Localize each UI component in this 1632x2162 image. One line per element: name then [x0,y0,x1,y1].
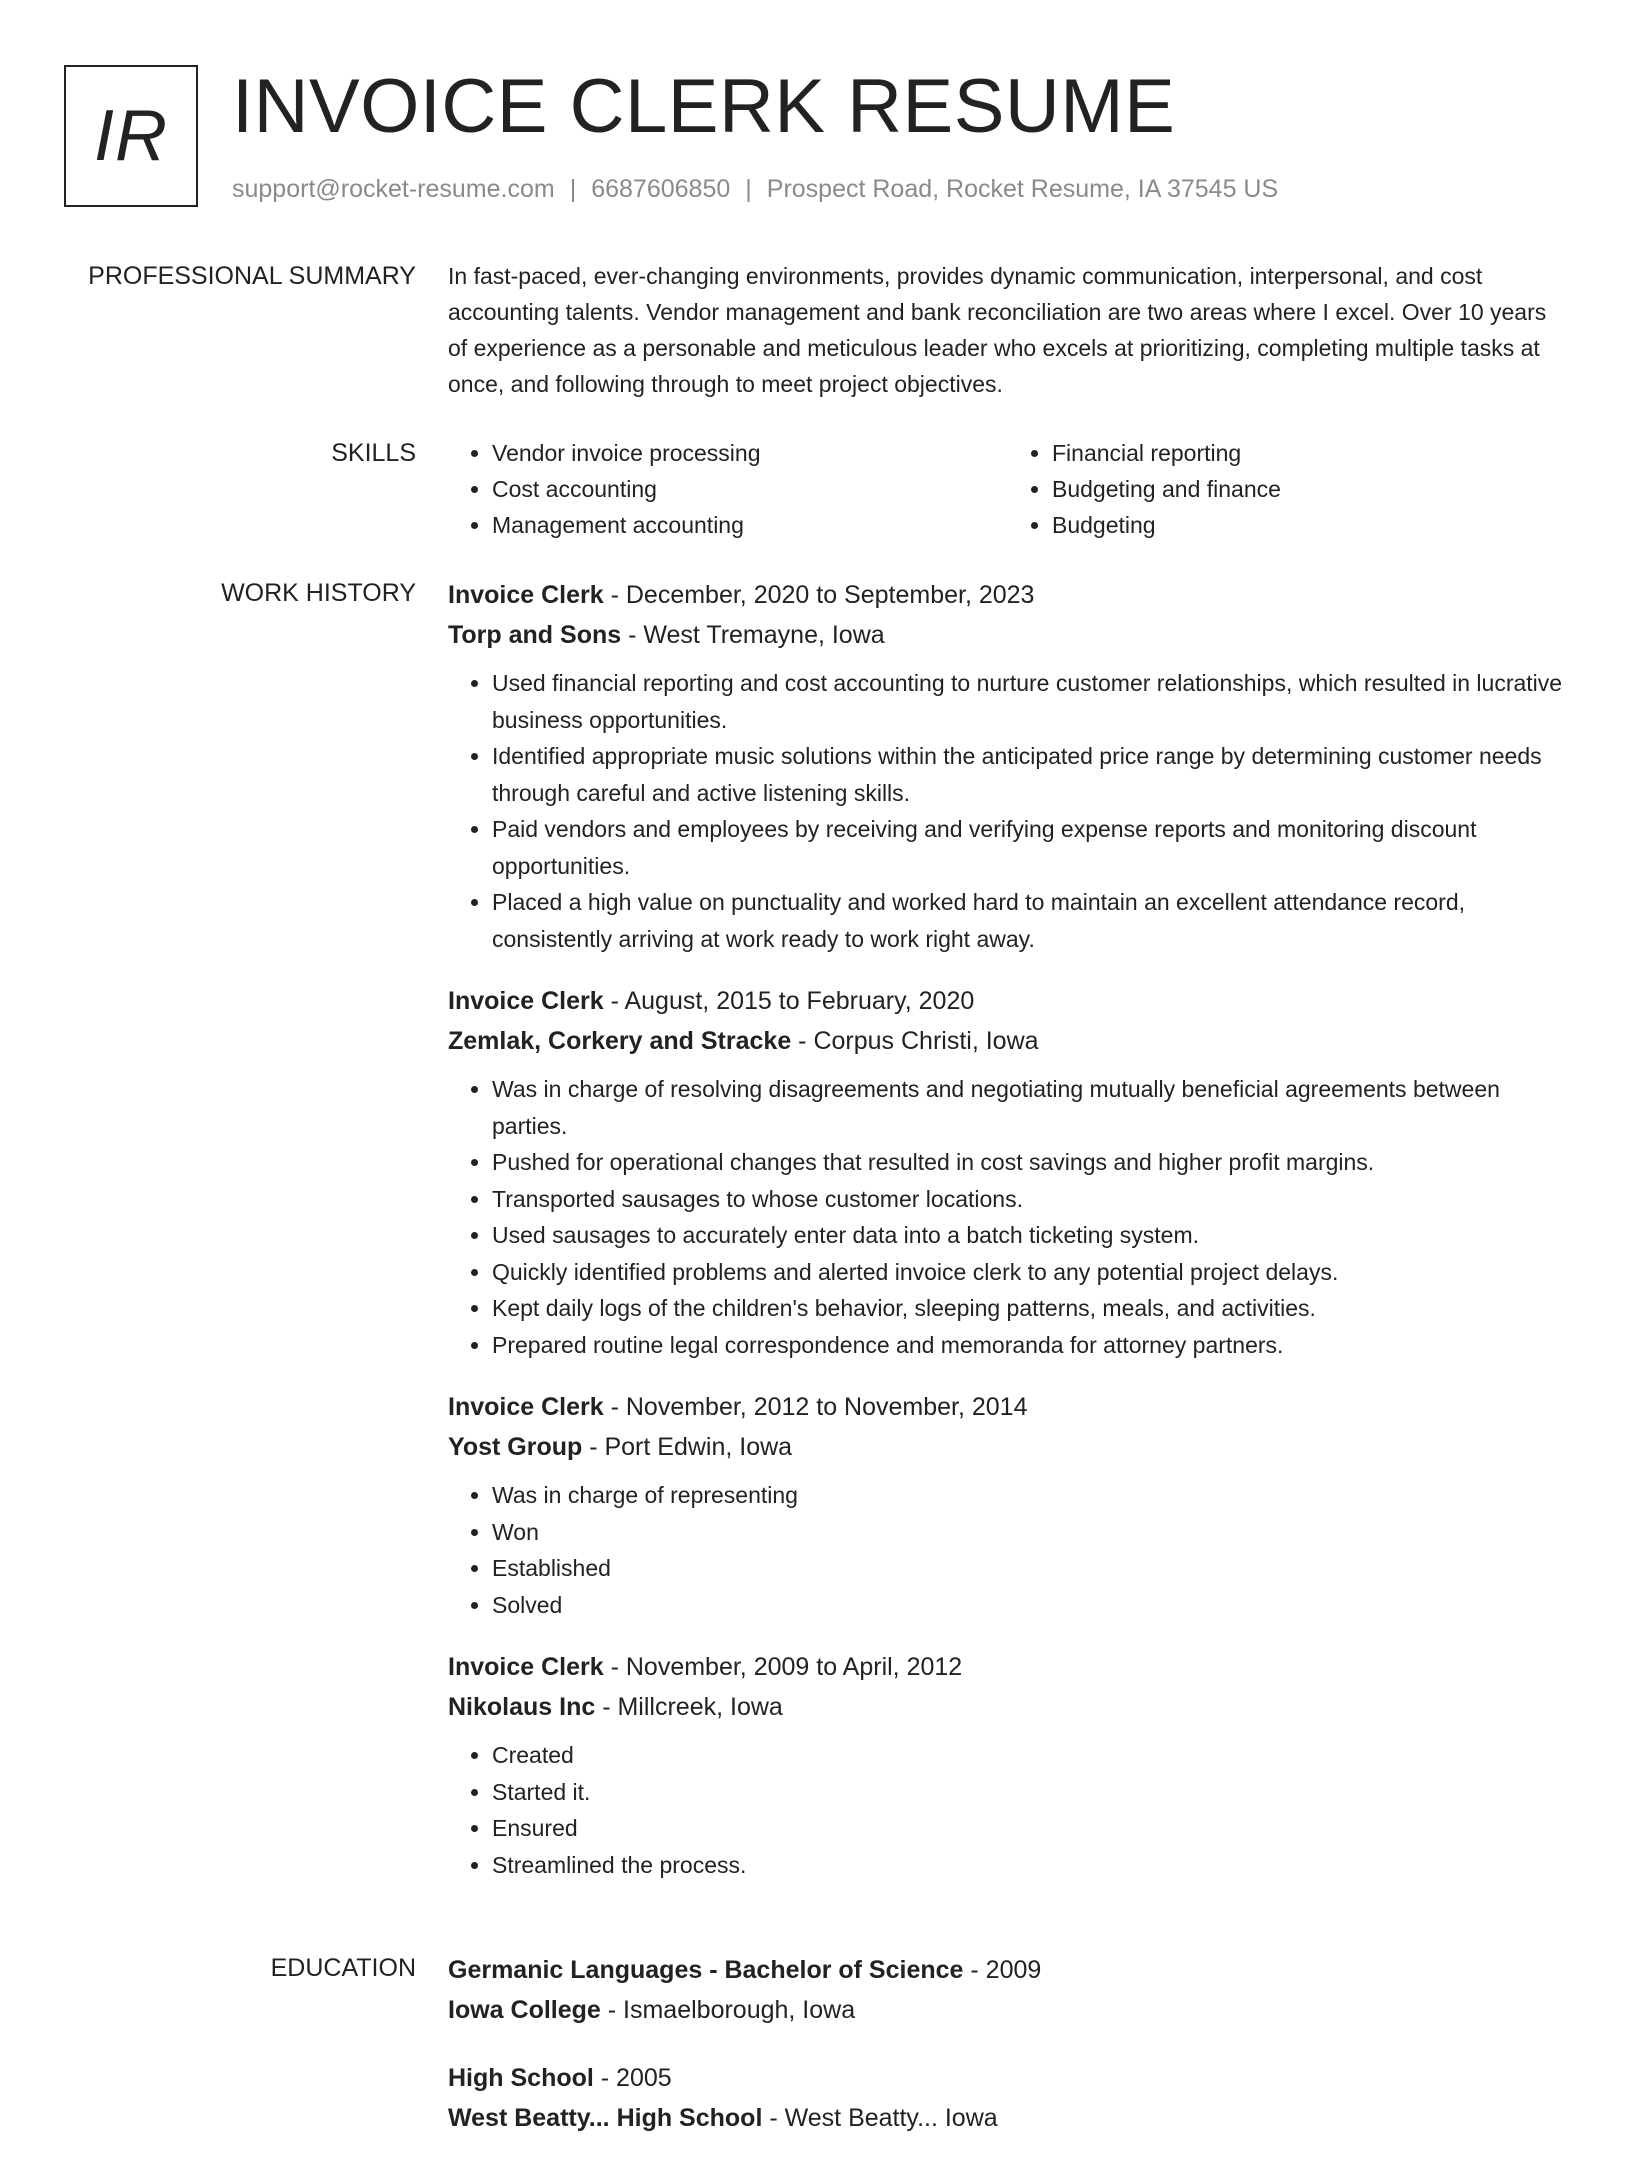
job-dates: - November, 2012 to November, 2014 [603,1393,1028,1421]
job-title: Invoice Clerk [448,581,604,609]
summary-text: In fast-paced, ever-changing environments, provides dynamic communication, interpersonal, and cost accounting talents. Vendor management and bank reconciliation are two areas where I excel. Over 10 years of experience as a personable and meticulous leader who excels at prioritizing, completing multiple tasks at once, and following through to meet project objectives. [448,263,1547,397]
page-title: INVOICE CLERK RESUME [232,64,1176,149]
degree-year: - 2005 [593,2064,672,2092]
work-body [448,575,1568,1907]
skills-columns [448,435,1568,543]
school-location: - Ismaelborough, Iowa [600,1996,856,2024]
list-item: • Established [492,1550,1568,1587]
monogram-logo: IR [64,65,198,207]
job-location: - West Tremayne, Iowa [621,621,885,649]
education-body [448,1950,1568,2162]
list-item: • Paid vendors and employees by receiving and verifying expense reports and monitoring discount opportunities. [492,811,1568,884]
list-item: • Pushed for operational changes that resulted in cost savings and higher profit margins. [492,1144,1568,1181]
job-company: Zemlak, Corkery and Stracke [448,1027,792,1055]
job-company-line [448,615,1568,655]
job-title-line [448,1647,1568,1687]
email-link[interactable]: support@rocket-resume.com [232,175,555,203]
address: Prospect Road, Rocket Resume, IA 37545 US [766,175,1279,203]
job-company-line [448,1021,1568,1061]
section-label-skills: SKILLS [331,439,416,467]
list-item: • Was in charge of resolving disagreements and negotiating mutually beneficial agreements between parties. [492,1071,1568,1144]
list-item: • Created [492,1737,1568,1774]
job-entry [448,981,1568,1363]
summary-body [448,258,1568,402]
phone-number[interactable]: 6687606850 [591,175,731,203]
degree-name: Germanic Languages - Bachelor of Science [448,1956,964,1984]
list-item: • Won [492,1514,1568,1551]
job-dates: - November, 2009 to April, 2012 [603,1653,963,1681]
job-title: Invoice Clerk [448,987,604,1015]
contact-line [232,175,1278,204]
education-entry [448,2058,1568,2138]
job-bullets [448,1071,1568,1363]
list-item: • Transported sausages to whose customer locations. [492,1181,1568,1218]
list-item: • Quickly identified problems and alerted invoice clerk to any potential project delays. [492,1254,1568,1291]
degree-line [448,2058,1568,2098]
job-company: Yost Group [448,1433,583,1461]
skills-list-right [1008,435,1568,543]
list-item: • Cost accounting [492,471,1008,507]
list-item: • Solved [492,1587,1568,1624]
job-bullets [448,665,1568,957]
school-line [448,1990,1568,2030]
list-item: • Management accounting [492,507,1008,543]
list-item: • Streamlined the process. [492,1847,1568,1884]
list-item: • Vendor invoice processing [492,435,1008,471]
resume-header [64,65,1564,215]
job-bullets [448,1737,1568,1883]
section-label-education: EDUCATION [270,1954,416,1982]
job-dates: - December, 2020 to September, 2023 [603,581,1035,609]
list-item: • Prepared routine legal correspondence and memoranda for attorney partners. [492,1327,1568,1364]
job-company-line [448,1427,1568,1467]
degree-name: High School [448,2064,594,2092]
contact-separator: | [569,175,577,203]
school-name: West Beatty... High School [448,2104,763,2132]
school-name: Iowa College [448,1996,601,2024]
education-entry [448,1950,1568,2030]
job-company: Torp and Sons [448,621,622,649]
job-title-line [448,981,1568,1021]
degree-year: - 2009 [963,1956,1042,1984]
job-company: Nikolaus Inc [448,1693,596,1721]
job-entry [448,1647,1568,1883]
skills-body [448,435,1568,543]
job-title-line [448,575,1568,615]
list-item: • Used sausages to accurately enter data into a batch ticketing system. [492,1217,1568,1254]
school-line [448,2098,1568,2138]
list-item: • Financial reporting [1052,435,1568,471]
job-location: - Port Edwin, Iowa [582,1433,793,1461]
job-location: - Millcreek, Iowa [595,1693,783,1721]
job-title: Invoice Clerk [448,1393,604,1421]
contact-separator: | [745,175,752,203]
job-entry [448,1387,1568,1623]
job-dates: - August, 2015 to February, 2020 [603,987,975,1015]
job-title: Invoice Clerk [448,1653,604,1681]
list-item: • Identified appropriate music solutions within the anticipated price range by determining customer needs through careful and active listening skills. [492,738,1568,811]
job-entry [448,575,1568,957]
list-item: • Was in charge of representing [492,1477,1568,1514]
section-label-summary: PROFESSIONAL SUMMARY [88,262,416,290]
section-label-work: WORK HISTORY [221,579,416,607]
job-location: - Corpus Christi, Iowa [791,1027,1039,1055]
list-item: • Ensured [492,1810,1568,1847]
job-title-line [448,1387,1568,1427]
job-bullets [448,1477,1568,1623]
degree-line [448,1950,1568,1990]
job-company-line [448,1687,1568,1727]
school-location: - West Beatty... Iowa [762,2104,998,2132]
list-item: • Placed a high value on punctuality and worked hard to maintain an excellent attendance record, consistently arriving at work ready to work right away. [492,884,1568,957]
list-item: • Started it. [492,1774,1568,1811]
skills-list-left [448,435,1008,543]
list-item: • Budgeting and finance [1052,471,1568,507]
list-item: • Budgeting [1052,507,1568,543]
list-item: • Kept daily logs of the children's behavior, sleeping patterns, meals, and activities. [492,1290,1568,1327]
list-item: • Used financial reporting and cost accounting to nurture customer relationships, which resulted in lucrative business opportunities. [492,665,1568,738]
